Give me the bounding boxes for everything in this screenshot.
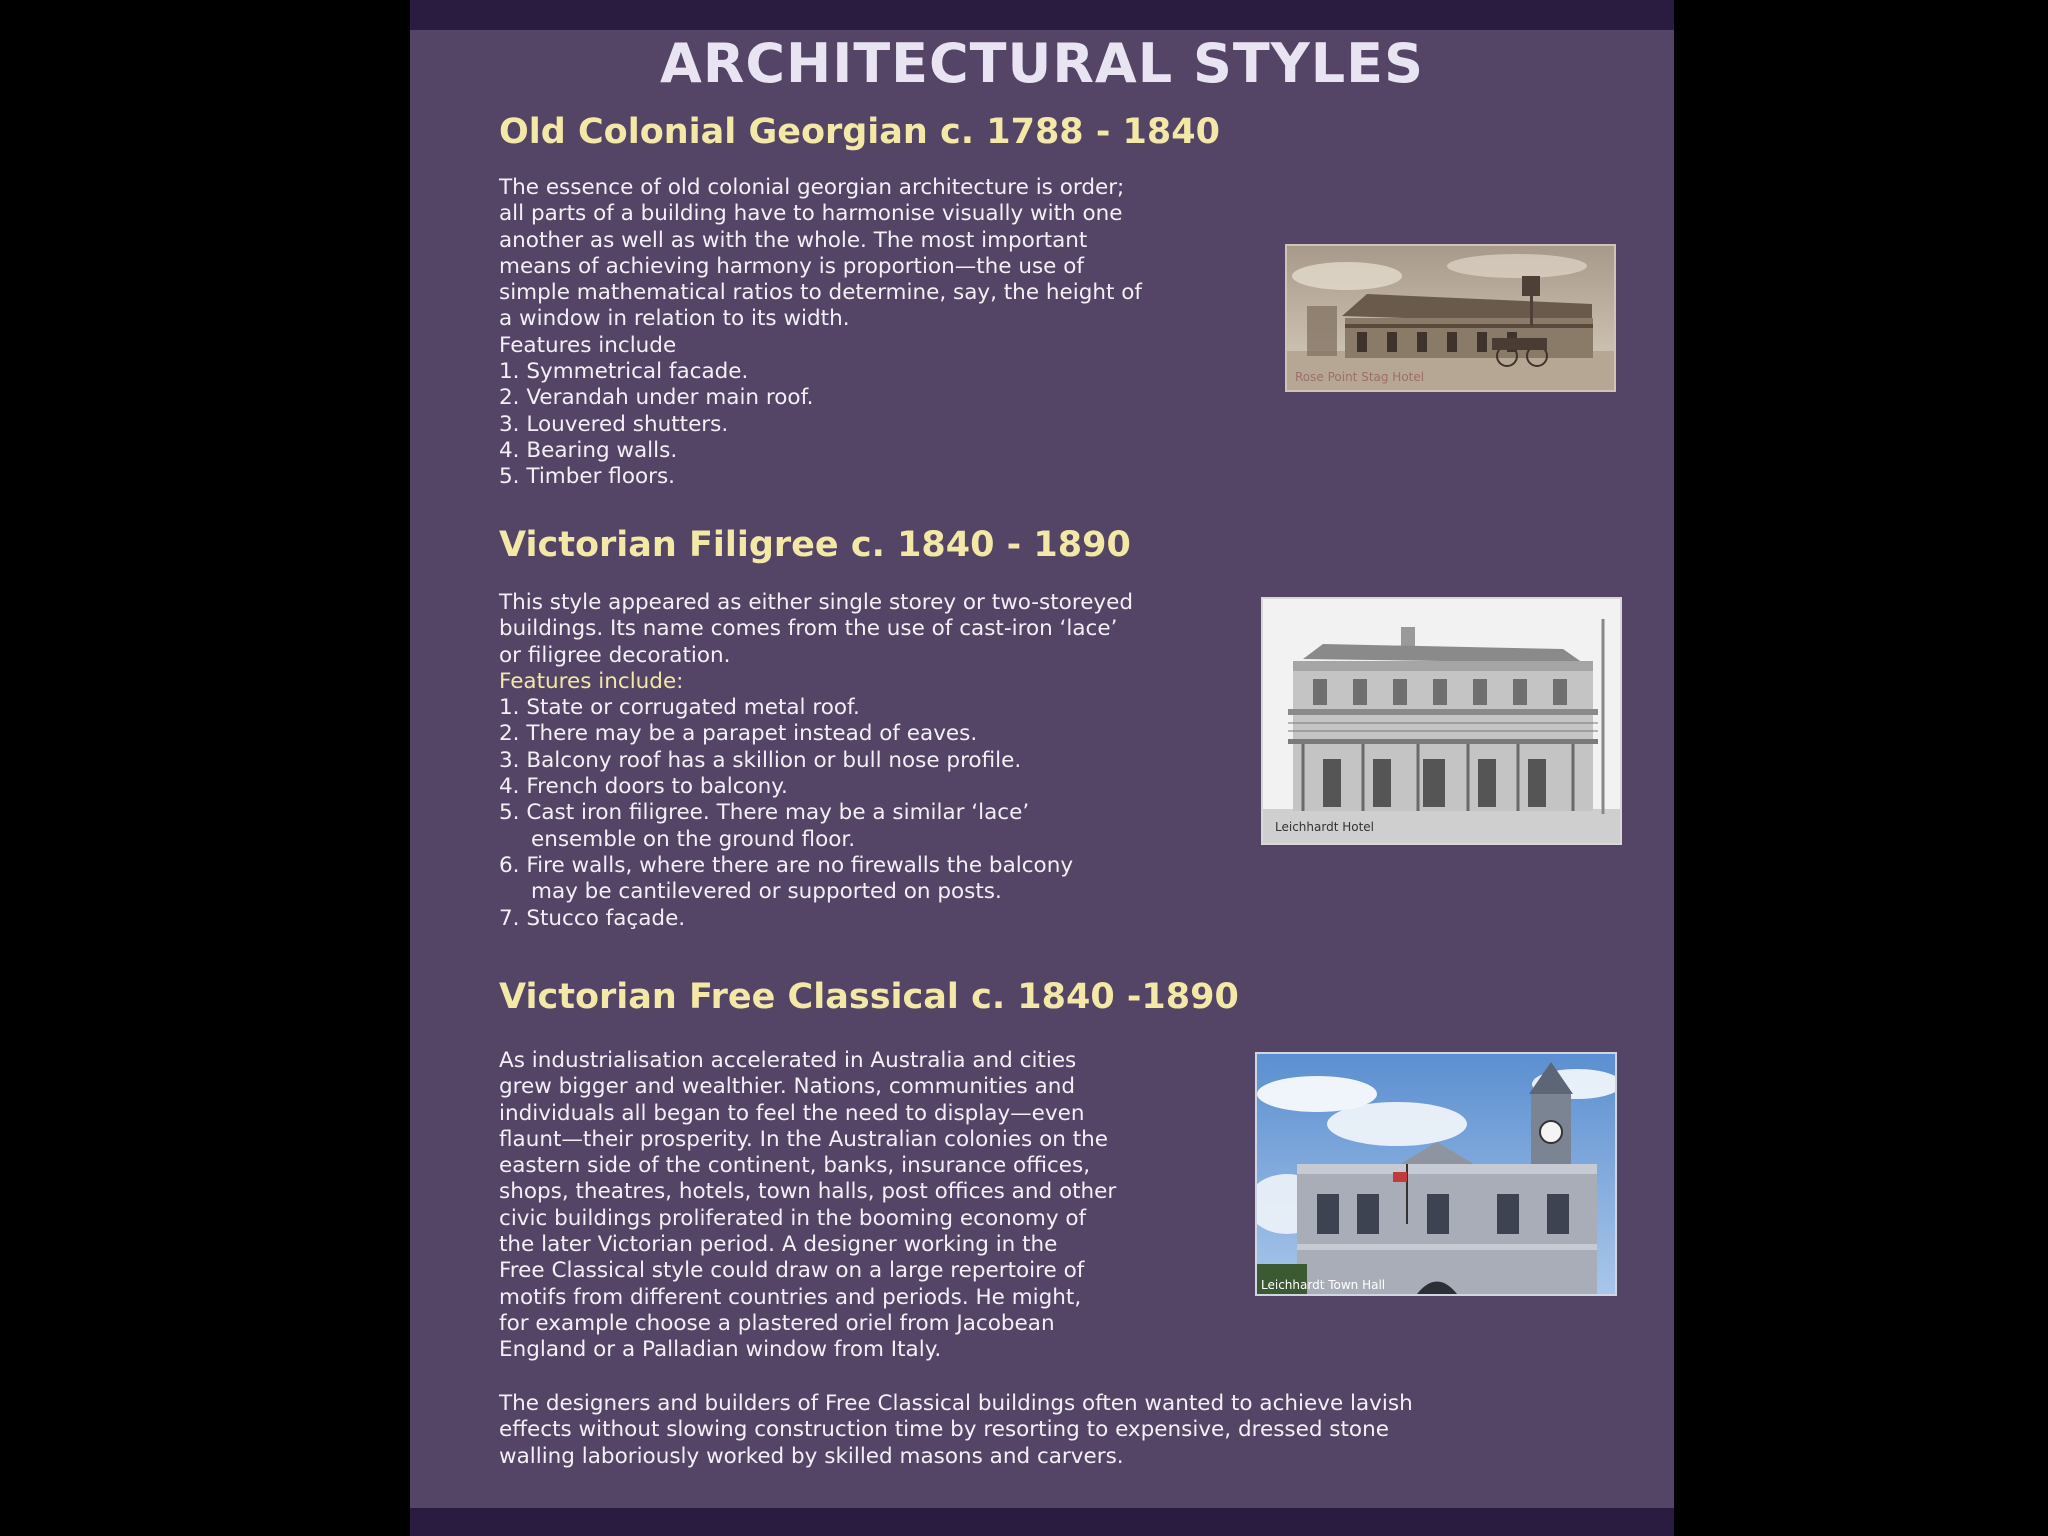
text-line: means of achieving harmony is proportion—the use of [499,253,1084,279]
feature-item: 3. Louvered shutters. [499,411,729,437]
text-line: civic buildings proliferated in the booming economy of [499,1205,1087,1231]
text-line: England or a Palladian window from Italy. [499,1337,942,1363]
town-hall-illustration [1257,1054,1615,1294]
text-line: individuals all began to feel the need to display—even [499,1100,1085,1126]
feature-item: 6. Fire walls, where there are no firewalls the balcony [499,852,1074,878]
feature-item-continued: ensemble on the ground floor. [531,826,856,852]
text-line: As industrialisation accelerated in Australia and cities [499,1048,1077,1073]
poster-panel [410,0,1674,1536]
feature-item: 5. Cast iron filigree. There may be a similar ‘lace’ [499,800,1030,826]
text-line: for example choose a plastered oriel from Jacobean [499,1310,1055,1336]
feature-item: 2. Verandah under main roof. [499,385,814,411]
section-heading-filigree: Victorian Filigree c. 1840 - 1890 [499,525,1131,565]
feature-item: 3. Balcony roof has a skillion or bull nose profile. [499,747,1022,773]
feature-item: 1. State or corrugated metal roof. [499,695,860,721]
section-heading-free-classical: Victorian Free Classical c. 1840 -1890 [499,977,1239,1017]
text-line: effects without slowing construction time by resorting to expensive, dressed stone [499,1417,1389,1443]
section-text-filigree [499,590,1133,932]
photo-caption: Rose Point Stag Hotel [1295,370,1425,384]
page-title: ARCHITECTURAL STYLES [660,32,1424,95]
feature-item: 5. Timber floors. [499,464,676,490]
feature-item: 7. Stucco façade. [499,905,686,931]
photo-caption: Leichhardt Hotel [1275,820,1374,834]
text-line: or filigree decoration. [499,642,731,668]
top-band [410,0,1674,30]
text-line: the later Victorian period. A designer working in the [499,1232,1058,1258]
feature-item: 1. Symmetrical facade. [499,359,749,385]
feature-item: 2. There may be a parapet instead of eaves. [499,721,978,747]
text-line: motifs from different countries and periods. He might, [499,1284,1082,1310]
leichhardt-town-hall-photo [1255,1052,1617,1296]
text-line: all parts of a building have to harmonise visually with one [499,201,1123,227]
feature-item: 4. French doors to balcony. [499,774,788,800]
text-line: walling laboriously worked by skilled masons and carvers. [499,1443,1124,1469]
text-line: another as well as with the whole. The most important [499,227,1088,253]
section-text-free-classical [499,1048,1116,1364]
photo-caption: Leichhardt Town Hall [1261,1278,1386,1292]
text-line: eastern side of the continent, banks, insurance offices, [499,1153,1091,1179]
features-label: Features include [499,332,677,358]
leichhardt-hotel-illustration [1263,599,1620,843]
bottom-band [410,1508,1674,1536]
text-line: shops, theatres, hotels, town halls, post offices and other [499,1179,1117,1205]
text-line: grew bigger and wealthier. Nations, communities and [499,1074,1076,1100]
text-line: The essence of old colonial georgian architecture is order; [499,175,1125,200]
text-line: buildings. Its name comes from the use of cast-iron ‘lace’ [499,616,1118,642]
text-line: The designers and builders of Free Classical buildings often wanted to achieve lavish [499,1391,1413,1416]
feature-item-continued: may be cantilevered or supported on posts. [531,879,1002,905]
features-label: Features include: [499,668,684,694]
georgian-hotel-photo [1285,244,1616,392]
text-line: simple mathematical ratios to determine, say, the height of [499,280,1142,306]
section-heading-georgian: Old Colonial Georgian c. 1788 - 1840 [499,112,1220,152]
text-line: Free Classical style could draw on a large repertoire of [499,1258,1085,1284]
georgian-hotel-illustration [1287,246,1614,390]
text-line: This style appeared as either single storey or two-storeyed [499,590,1134,615]
text-line: a window in relation to its width. [499,306,850,332]
leichhardt-hotel-photo [1261,597,1622,845]
closing-paragraph [499,1391,1413,1470]
text-line: flaunt—their prosperity. In the Australian colonies on the [499,1126,1108,1152]
feature-item: 4. Bearing walls. [499,437,678,463]
section-text-georgian [499,175,1142,491]
